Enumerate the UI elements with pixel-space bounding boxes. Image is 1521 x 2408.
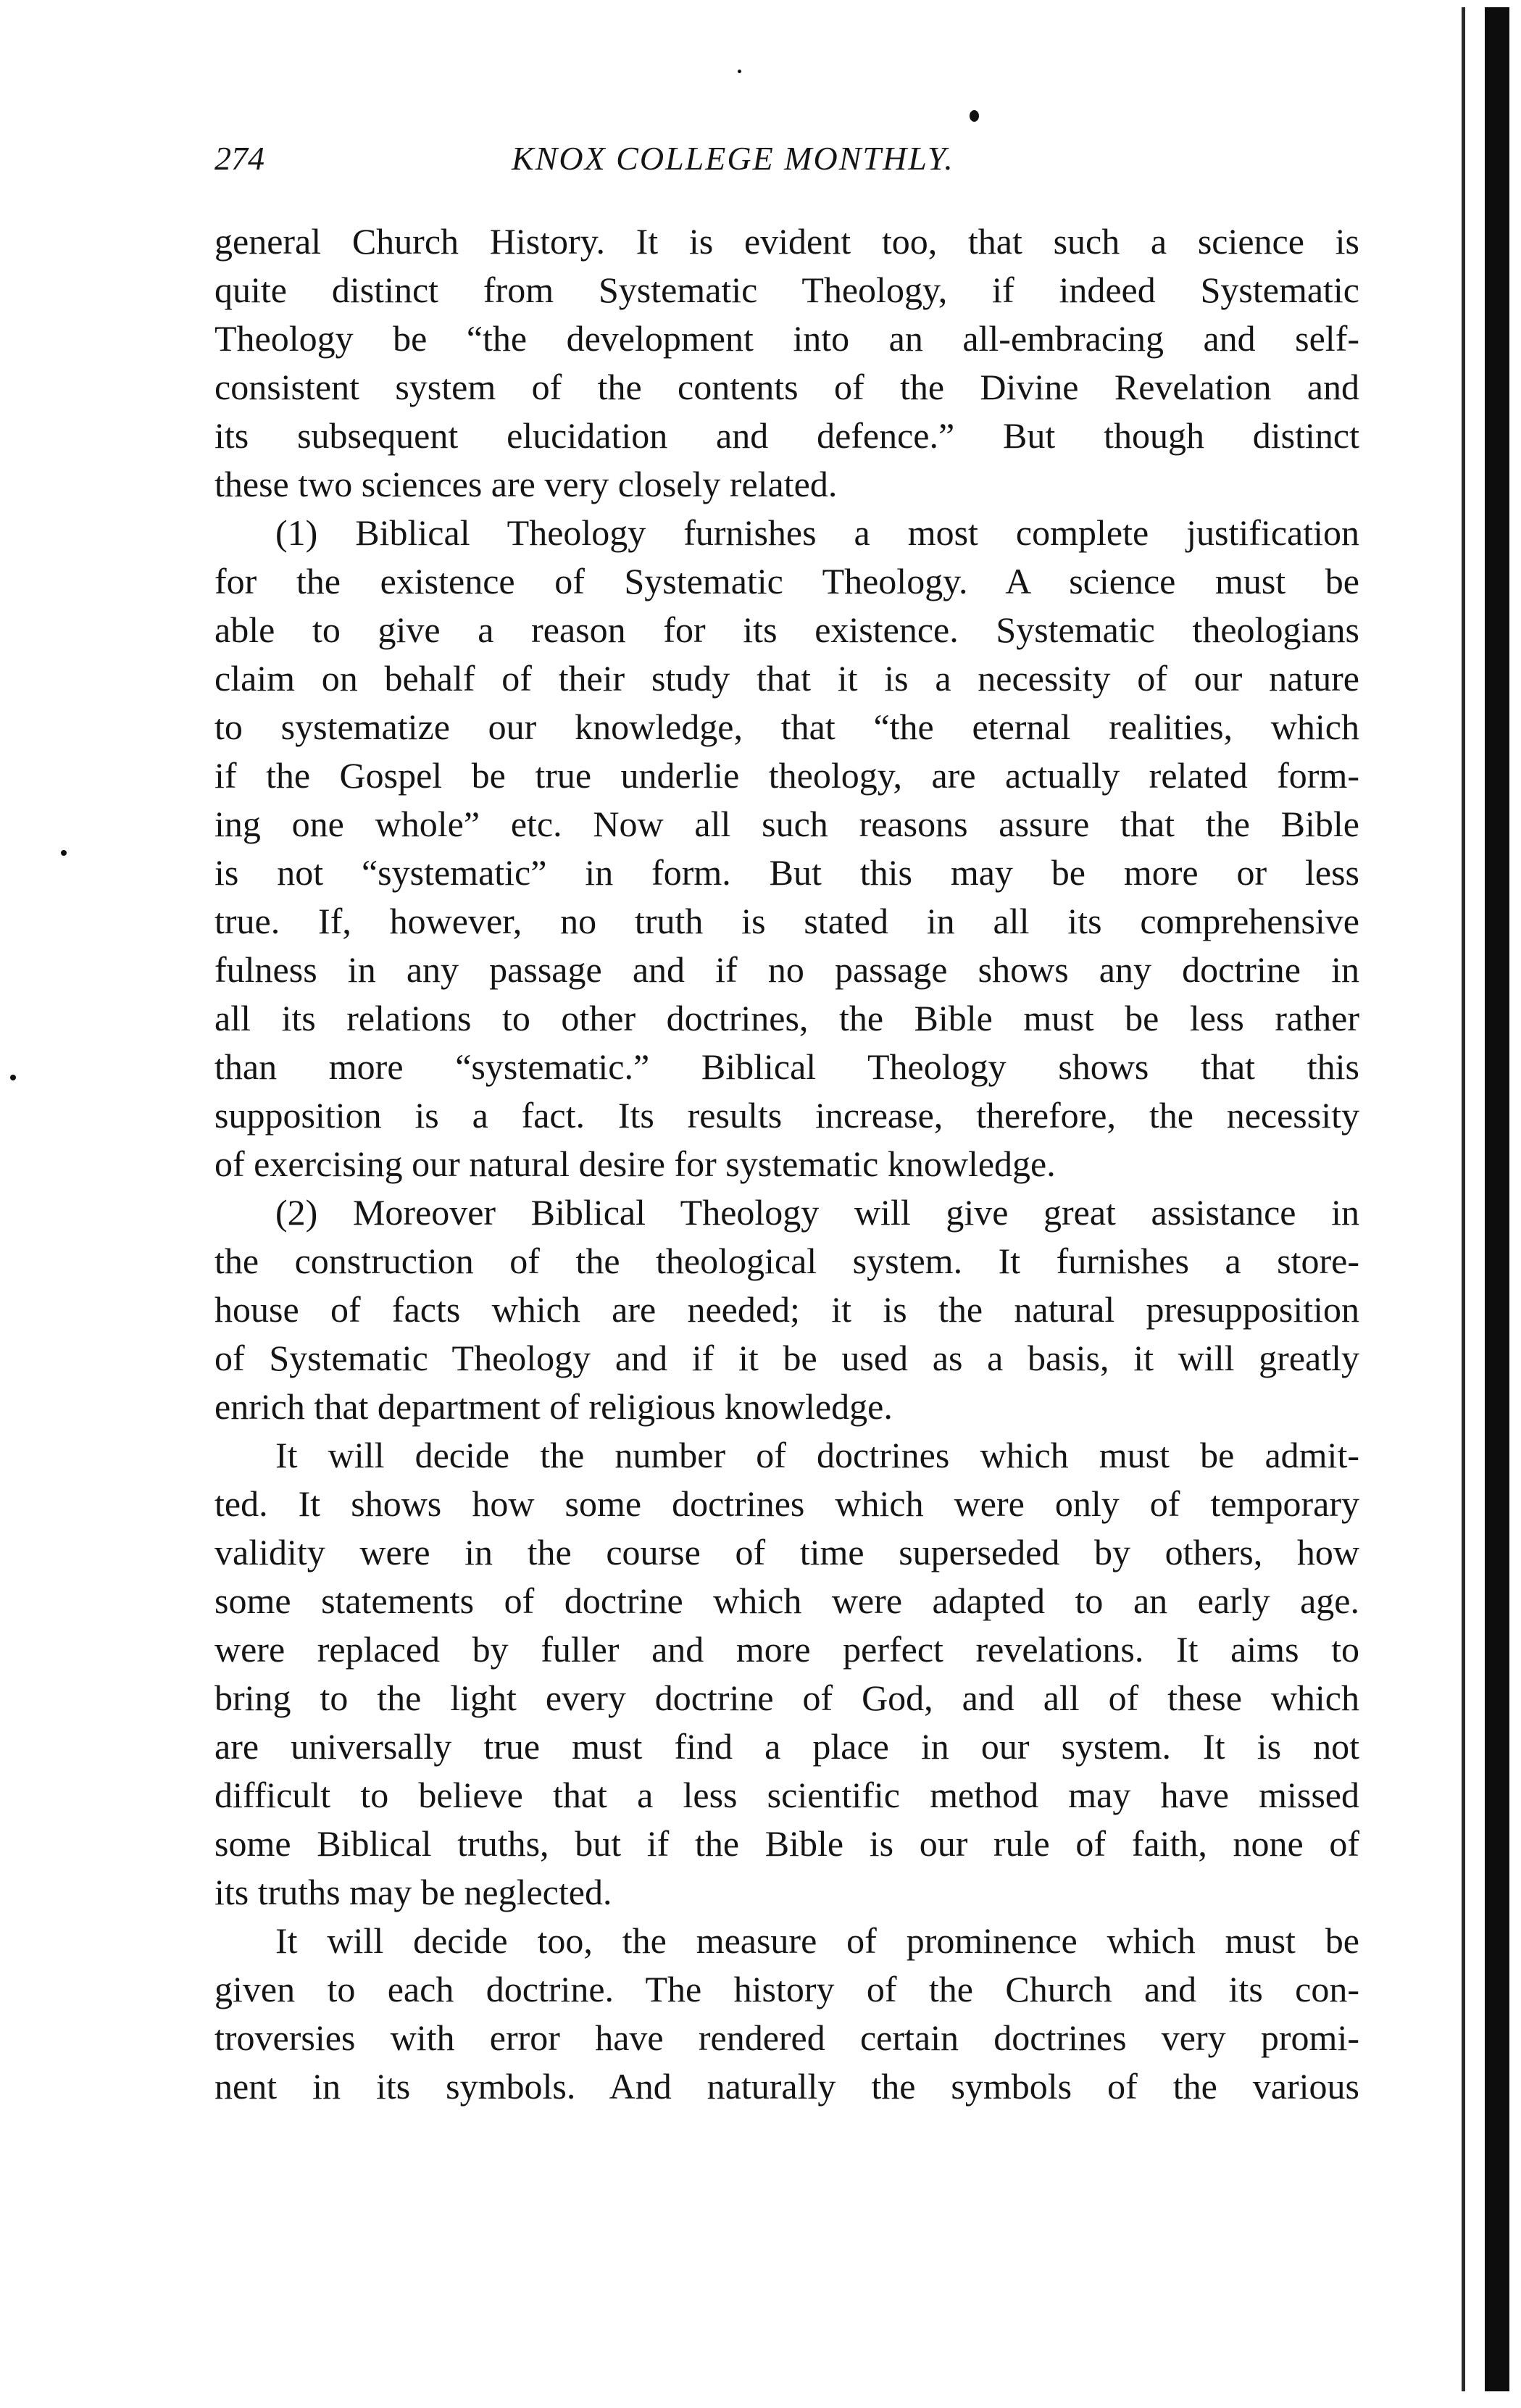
text-line: consistent system of the contents of the Divine Revelation and: [214, 367, 1359, 407]
text-line: It will decide too, the measure of prominence which must be: [275, 1920, 1359, 1961]
text-line: for the existence of Systematic Theology. A science must be: [214, 561, 1359, 601]
text-line: all its relations to other doctrines, the Bible must be less rather: [214, 998, 1359, 1038]
text-line: supposition is a fact. Its results increase, therefore, the necessity: [214, 1095, 1359, 1136]
page-number: 274: [214, 140, 264, 177]
text-line: to systematize our knowledge, that “the eternal realities, which: [214, 707, 1359, 747]
running-title: KNOX COLLEGE MONTHLY.: [512, 140, 954, 177]
text-line: its subsequent elucidation and defence.” But though distinct: [214, 415, 1359, 456]
text-line: of Systematic Theology and if it be used as a basis, it will greatly: [214, 1338, 1359, 1378]
scan-speck: [61, 850, 67, 856]
scan-speck: [738, 70, 741, 73]
text-line: claim on behalf of their study that it is a necessity of our nature: [214, 658, 1359, 699]
text-line: difficult to believe that a less scientific method may have missed: [214, 1775, 1359, 1815]
text-line: its truths may be neglected.: [214, 1872, 612, 1912]
scan-speck: [970, 110, 979, 122]
text-line: given to each doctrine. The history of the Church and its con-: [214, 1969, 1359, 2009]
text-line: general Church History. It is evident too, that such a science is: [214, 221, 1359, 262]
text-line: fulness in any passage and if no passage shows any doctrine in: [214, 949, 1359, 990]
body-text: [214, 217, 1359, 2111]
text-line: troversies with error have rendered certain doctrines very promi-: [214, 2017, 1359, 2058]
text-line: (2) Moreover Biblical Theology will give great assistance in: [275, 1192, 1359, 1233]
scan-edge-bar: [1485, 7, 1509, 2391]
text-line: quite distinct from Systematic Theology, if indeed Systematic: [214, 270, 1359, 310]
text-line: validity were in the course of time superseded by others, how: [214, 1532, 1359, 1572]
scan-edge-line: [1462, 7, 1465, 2391]
text-line: are universally true must find a place in our system. It is not: [214, 1726, 1359, 1767]
text-line: some Biblical truths, but if the Bible is our rule of faith, none of: [214, 1823, 1359, 1864]
text-line: ing one whole” etc. Now all such reasons assure that the Bible: [214, 804, 1359, 844]
scan-speck: [10, 1075, 16, 1080]
text-line: nent in its symbols. And naturally the symbols of the various: [214, 2066, 1359, 2107]
text-line: true. If, however, no truth is stated in all its comprehensive: [214, 901, 1359, 941]
text-line: some statements of doctrine which were adapted to an early age.: [214, 1580, 1359, 1621]
text-line: is not “systematic” in form. But this may be more or less: [214, 852, 1359, 893]
page-header: [214, 139, 1359, 190]
text-line: able to give a reason for its existence. Systematic theologians: [214, 609, 1359, 650]
text-line: enrich that department of religious knowledge.: [214, 1386, 893, 1427]
text-line: house of facts which are needed; it is the natural presupposition: [214, 1289, 1359, 1330]
text-line: were replaced by fuller and more perfect revelations. It aims to: [214, 1629, 1359, 1670]
text-line: the construction of the theological system. It furnishes a store-: [214, 1241, 1359, 1281]
text-line: (1) Biblical Theology furnishes a most complete justification: [275, 512, 1359, 553]
text-line: these two sciences are very closely related.: [214, 464, 838, 504]
text-line: Theology be “the development into an all-embracing and self-: [214, 318, 1359, 359]
text-line: bring to the light every doctrine of God, and all of these which: [214, 1678, 1359, 1718]
text-line: It will decide the number of doctrines which must be admit-: [275, 1435, 1359, 1475]
text-line: if the Gospel be true underlie theology, are actually related form-: [214, 755, 1359, 796]
text-line: ted. It shows how some doctrines which were only of temporary: [214, 1483, 1359, 1524]
text-line: than more “systematic.” Biblical Theology shows that this: [214, 1046, 1359, 1087]
text-line: of exercising our natural desire for systematic knowledge.: [214, 1143, 1056, 1184]
